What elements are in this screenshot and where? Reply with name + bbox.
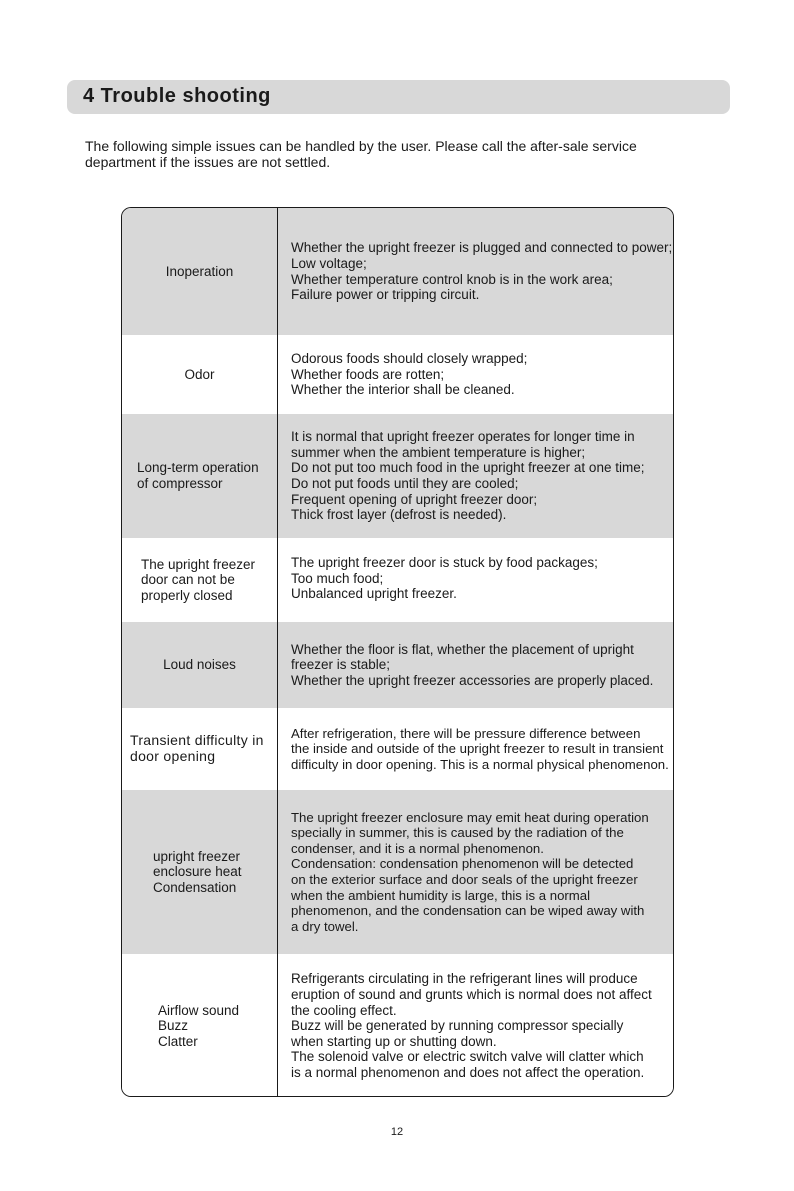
- problem-text: Airflow sound: [158, 1002, 240, 1018]
- table-row: [122, 538, 673, 622]
- cause-line: Unbalanced upright freezer.: [291, 586, 457, 602]
- problem-text: Condensation: [153, 879, 237, 895]
- problem-cell: [122, 790, 277, 954]
- cause-cell: [278, 954, 674, 1097]
- problem-text: enclosure heat: [153, 864, 242, 880]
- cause-line: Whether temperature control knob is in the work area;: [291, 271, 613, 287]
- cause-line: Odorous foods should closely wrapped;: [291, 351, 528, 367]
- table-row: [122, 790, 673, 954]
- problem-text: Transient difficulty in: [130, 732, 264, 749]
- cause-line: Buzz will be generated by running compressor specially: [291, 1018, 624, 1034]
- cause-line: freezer is stable;: [291, 657, 391, 673]
- cause-line: a dry towel.: [291, 918, 359, 934]
- problem-cell: [122, 622, 277, 708]
- troubleshooting-table: [121, 207, 674, 1097]
- cause-line: It is normal that upright freezer operates for longer time in: [291, 429, 635, 445]
- cause-line: specially in summer, this is caused by the radiation of the: [291, 825, 624, 841]
- section-title: 4 Trouble shooting: [83, 85, 271, 107]
- problem-text: of compressor: [137, 476, 223, 491]
- cause-line: Whether foods are rotten;: [291, 366, 445, 382]
- cause-line: difficulty in door opening. This is a normal physical phenomenon.: [291, 756, 669, 772]
- cause-line: Whether the interior shall be cleaned.: [291, 382, 515, 398]
- table-row: [122, 954, 673, 1097]
- intro-line: The following simple issues can be handled by the user. Please call the after-sale service: [85, 138, 637, 154]
- cause-cell: [278, 708, 674, 790]
- cause-line: Condensation: condensation phenomenon will be detected: [291, 856, 634, 872]
- cause-line: summer when the ambient temperature is higher;: [291, 444, 586, 460]
- cause-line: the inside and outside of the upright freezer to result in transient: [291, 741, 664, 757]
- section-header-bar: [67, 80, 730, 114]
- problem-text: The upright freezer: [141, 556, 256, 572]
- problem-text: Long-term operation: [137, 460, 259, 476]
- cause-line: Whether the upright freezer accessories are properly placed.: [291, 672, 654, 688]
- problem-cell: [122, 208, 277, 335]
- cause-line: The upright freezer enclosure may emit heat during operation: [291, 809, 649, 825]
- cause-line: Whether the upright freezer is plugged and connected to power;: [291, 240, 673, 256]
- cause-line: on the exterior surface and door seals of the upright freezer: [291, 872, 638, 887]
- column-divider: [277, 208, 278, 1096]
- problem-cell: [122, 538, 277, 622]
- table-row: [122, 708, 673, 790]
- problem-text: door opening: [130, 748, 216, 764]
- table-row: [122, 622, 673, 708]
- cause-line: is a normal phenomenon and does not affect the operation.: [291, 1064, 645, 1080]
- cause-line: The solenoid valve or electric switch valve will clatter which: [291, 1049, 644, 1065]
- table-row: [122, 335, 673, 414]
- problem-cell: [122, 335, 277, 414]
- problem-cell: [122, 414, 277, 538]
- cause-line: After refrigeration, there will be pressure difference between: [291, 725, 641, 741]
- problem-text: Odor: [184, 366, 215, 382]
- problem-text: Loud noises: [163, 657, 236, 673]
- problem-cell: [122, 954, 277, 1097]
- table-row: [122, 414, 673, 538]
- page-number: 12: [390, 1126, 404, 1138]
- cause-line: Do not put foods until they are cooled;: [291, 476, 519, 491]
- intro-paragraph: [85, 138, 685, 170]
- cause-cell: [278, 538, 674, 622]
- intro-line: department if the issues are not settled.: [85, 154, 331, 170]
- cause-line: Thick frost layer (defrost is needed).: [291, 507, 507, 523]
- cause-line: Too much food;: [291, 570, 384, 586]
- cause-line: the cooling effect.: [291, 1002, 397, 1018]
- table-row: [122, 208, 673, 335]
- problem-text: Buzz: [158, 1018, 189, 1034]
- problem-text: properly closed: [141, 587, 233, 603]
- cause-line: Low voltage;: [291, 255, 367, 271]
- cause-line: Failure power or tripping circuit.: [291, 287, 480, 303]
- problem-text: Clatter: [158, 1033, 198, 1049]
- cause-cell: [278, 622, 674, 708]
- cause-line: phenomenon, and the condensation can be wiped away with: [291, 903, 645, 919]
- cause-line: Do not put too much food in the upright freezer at one time;: [291, 460, 645, 476]
- problem-cell: [122, 708, 277, 790]
- cause-line: when the ambient humidity is large, this is a normal: [291, 887, 591, 903]
- cause-cell: [278, 414, 674, 538]
- cause-line: Refrigerants circulating in the refrigerant lines will produce: [291, 971, 638, 987]
- problem-text: Inoperation: [165, 263, 234, 279]
- cause-line: eruption of sound and grunts which is normal does not affect: [291, 987, 652, 1003]
- cause-cell: [278, 790, 674, 954]
- cause-cell: [278, 335, 674, 414]
- cause-line: condenser, and it is a normal phenomenon.: [291, 840, 544, 856]
- problem-text: upright freezer: [153, 848, 241, 864]
- cause-line: when starting up or shutting down.: [291, 1033, 497, 1049]
- cause-line: The upright freezer door is stuck by food packages;: [291, 555, 598, 570]
- problem-text: door can not be: [141, 572, 235, 588]
- cause-line: Frequent opening of upright freezer door;: [291, 491, 538, 507]
- cause-cell: [278, 208, 674, 335]
- cause-line: Whether the floor is flat, whether the placement of upright: [291, 641, 634, 657]
